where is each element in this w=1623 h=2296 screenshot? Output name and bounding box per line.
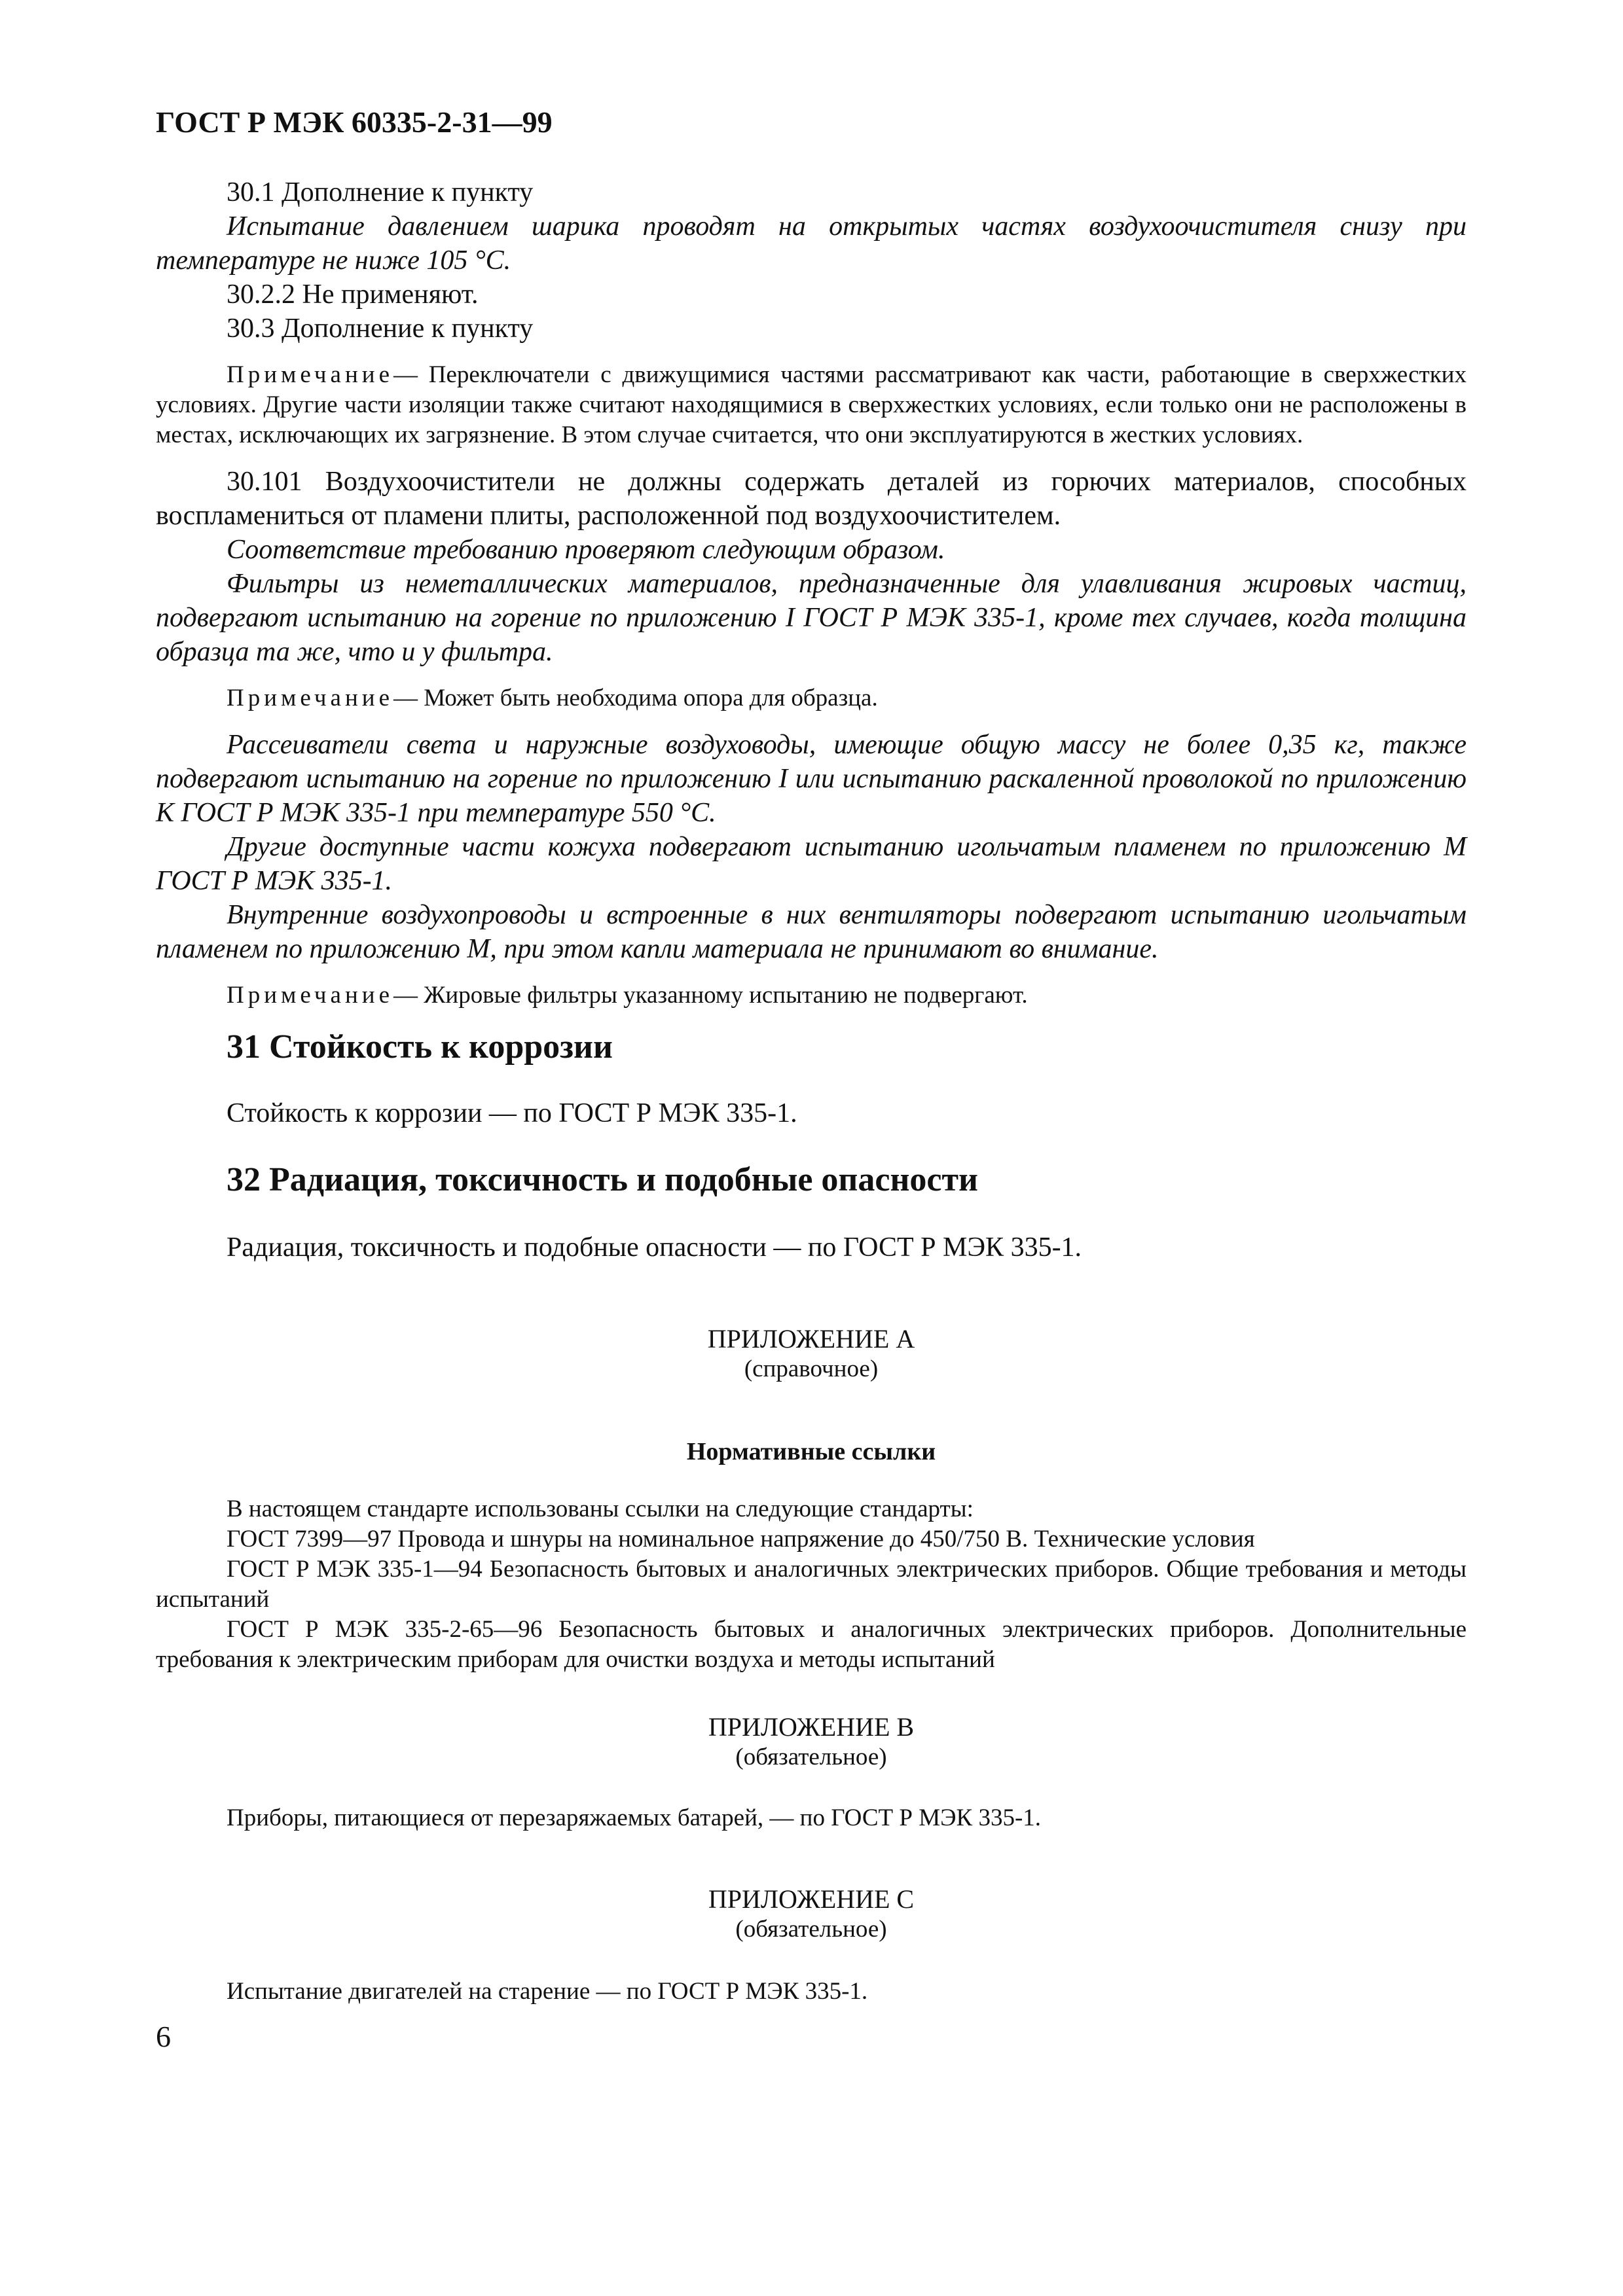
clause-30-3: 30.3 Дополнение к пункту xyxy=(227,314,534,344)
compliance-check: Соответствие требованию проверяют следующим образом. xyxy=(227,535,945,565)
other-parts-text: Другие доступные части кожуха подвергают испытанию игольчатым пламенем по приложению М ГОСТ Р МЭК 335-1. xyxy=(156,832,1467,896)
reference-item: ГОСТ 7399—97 Провода и шнуры на номинальное напряжение до 450/750 В. Технические условия xyxy=(227,1526,1255,1552)
clause-30-101: 30.101 Воздухоочистители не должны содержать деталей из горючих материалов, способных воспламениться от пламени плиты, расположенной под воздухоочистителем. xyxy=(156,467,1467,531)
note-label: Примечание xyxy=(227,685,393,711)
clause-30-2-2: 30.2.2 Не применяют. xyxy=(227,279,479,310)
appendix-a-subtitle: (справочное) xyxy=(744,1355,879,1382)
note-text: — Может быть необходима опора для образца. xyxy=(393,685,878,711)
section-32-heading: 32 Радиация, токсичность и подобные опасности xyxy=(227,1161,979,1198)
appendix-b-title: ПРИЛОЖЕНИЕ В xyxy=(708,1712,915,1742)
note-label: Примечание xyxy=(227,982,393,1009)
references-intro: В настоящем стандарте использованы ссылки на следующие стандарты: xyxy=(227,1496,974,1522)
note-1 xyxy=(156,360,1467,450)
reference-item: ГОСТ Р МЭК 335-1—94 Безопасность бытовых и аналогичных электрических приборов. Общие требования и методы испытаний xyxy=(156,1556,1467,1613)
clause-30-1: 30.1 Дополнение к пункту xyxy=(227,177,534,207)
diffusers-text: Рассеиватели света и наружные воздуховоды, имеющие общую массу не более 0,35 кг, также подвергают испытанию на горение по приложению I или испытанию раскаленной проволокой по приложению К ГОСТ Р МЭК 335-1 при температуре 550 °С. xyxy=(156,730,1467,828)
section-30 xyxy=(156,175,1467,1011)
reference-item: ГОСТ Р МЭК 335-2-65—96 Безопасность бытовых и аналогичных электрических приборов. Дополнительные требования к электрическим приборам для очистки воздуха и методы испытаний xyxy=(156,1616,1467,1673)
note-text: — Переключатели с движущимися частями рассматривают как части, работающие в сверхжестких условиях. Другие части изоляции также считают находящимися в сверхжестких условиях, если только они не расположены в местах, исключающих их загрязнение. В этом случае считается, что они эксплуатируются в жестких условиях. xyxy=(156,361,1467,448)
appendix-a-title: ПРИЛОЖЕНИЕ А xyxy=(707,1324,915,1354)
section-31-text: Стойкость к коррозии — по ГОСТ Р МЭК 335-1. xyxy=(227,1098,797,1128)
section-31-heading: 31 Стойкость к коррозии xyxy=(227,1028,613,1066)
appendix-c-title: ПРИЛОЖЕНИЕ С xyxy=(708,1884,915,1914)
appendix-b-subtitle: (обязательное) xyxy=(735,1744,887,1770)
internal-ducts-text: Внутренние воздухопроводы и встроенные в них вентиляторы подвергают испытанию игольчатым пламенем по приложению М, при этом капли материала не принимают во внимание. xyxy=(156,900,1467,964)
note-label: Примечание xyxy=(227,361,393,388)
appendix-a-heading: Нормативные ссылки xyxy=(686,1438,936,1465)
page-number: 6 xyxy=(156,2020,171,2053)
clause-30-1-text: Испытание давлением шарика проводят на открытых частях воздухоочистителя снизу при температуре не ниже 105 °С. xyxy=(156,211,1467,276)
appendix-c-subtitle: (обязательное) xyxy=(735,1916,887,1943)
note-text: — Жировые фильтры указанному испытанию не подвергают. xyxy=(393,982,1028,1009)
section-32-text: Радиация, токсичность и подобные опасности — по ГОСТ Р МЭК 335-1. xyxy=(227,1232,1082,1263)
document-header: ГОСТ Р МЭК 60335-2-31—99 xyxy=(156,105,553,139)
note-3 xyxy=(156,980,1467,1011)
appendix-b-text: Приборы, питающиеся от перезаряжаемых батарей, — по ГОСТ Р МЭК 335-1. xyxy=(227,1804,1042,1831)
references-list xyxy=(156,1494,1467,1675)
note-2 xyxy=(156,683,1467,713)
filters-text: Фильтры из неметаллических материалов, предназначенные для улавливания жировых частиц, подвергают испытанию на горение по приложению I ГОСТ Р МЭК 335-1, кроме тех случаев, когда толщина образца та же, что и у фильтра. xyxy=(156,569,1467,667)
appendix-c-text: Испытание двигателей на старение — по ГОСТ Р МЭК 335-1. xyxy=(227,1978,868,2005)
